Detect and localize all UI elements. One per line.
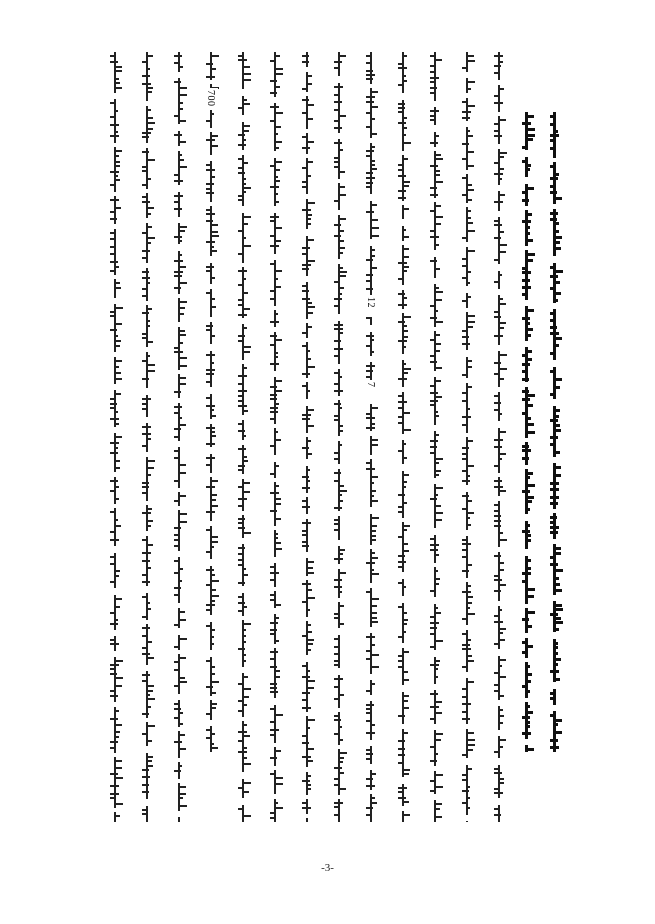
text-column — [108, 52, 122, 822]
page-number: -3- — [321, 862, 334, 874]
text-column — [204, 52, 218, 822]
text-column — [332, 52, 346, 822]
title-text-column — [520, 52, 534, 822]
text-column — [396, 52, 410, 822]
text-column — [428, 52, 442, 822]
text-column — [460, 52, 474, 822]
text-column — [364, 52, 378, 822]
inline-number: 12 — [365, 297, 376, 308]
text-column — [172, 52, 186, 822]
inline-number: 700 — [205, 90, 216, 107]
text-column — [140, 52, 154, 822]
title-text-column — [548, 52, 562, 822]
inline-number: 7 — [365, 382, 376, 388]
text-column — [268, 52, 282, 822]
mongolian-text-body — [100, 52, 560, 822]
text-column — [300, 52, 314, 822]
text-column — [236, 52, 250, 822]
text-column — [492, 52, 506, 822]
